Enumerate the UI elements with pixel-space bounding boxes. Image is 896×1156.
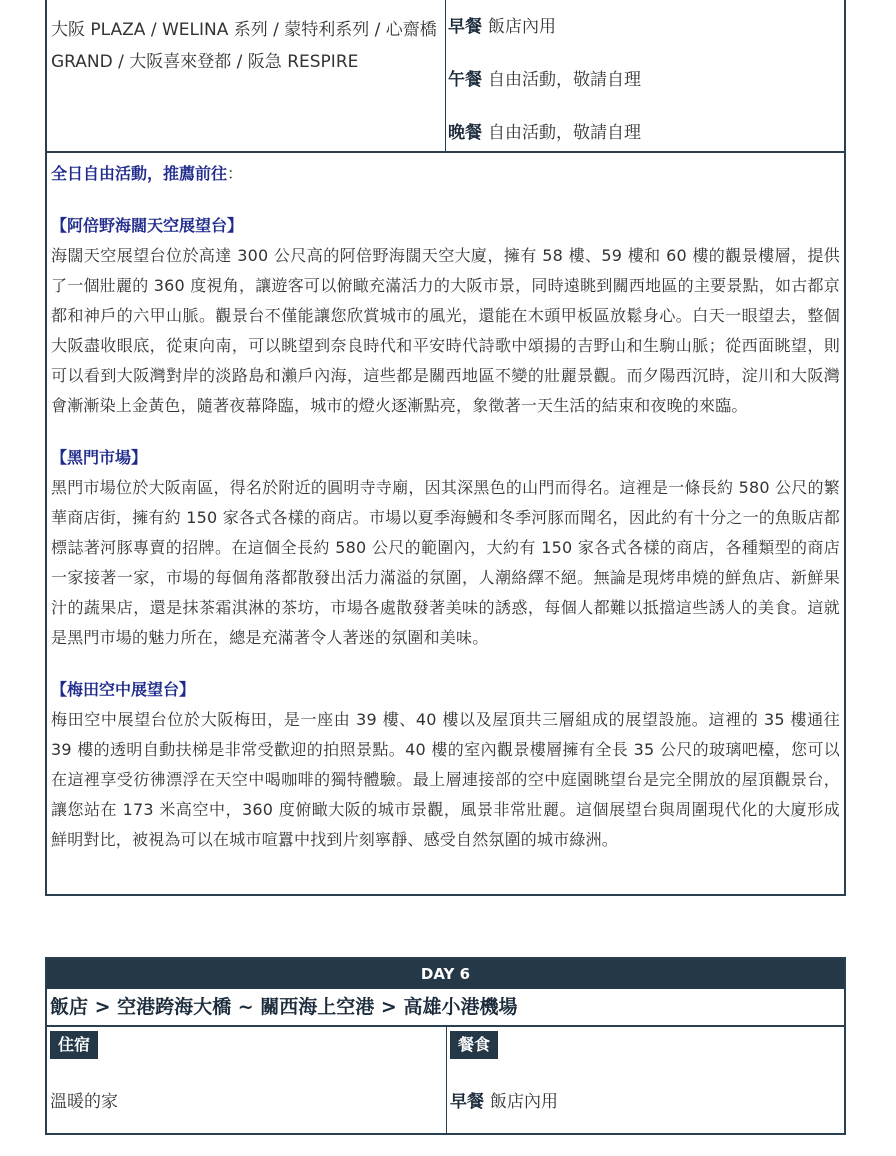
meal-value: 飯店內用 — [488, 17, 556, 37]
day-route: 飯店 > 空港跨海大橋 ~ 關西海上空港 > 高雄小港機場 — [47, 989, 844, 1027]
meal-dinner — [448, 118, 844, 171]
day5-itinerary — [47, 153, 844, 855]
day5-lodging-meals-row — [47, 0, 844, 153]
day6-details-row — [47, 1027, 844, 1135]
lodging-tag: 住宿 — [50, 1031, 98, 1059]
section-title: 【黑門市場】 — [51, 448, 148, 467]
meal-label: 早餐 — [448, 17, 482, 37]
day5-hotels: 大阪 PLAZA / WELINA 系列 / 蒙特利系列 / 心齋橋 GRAND / 大阪喜來登都 / 阪急 RESPIRE — [47, 0, 446, 151]
meal-value: 自由活動，敬請自理 — [488, 123, 641, 143]
meal-label: 早餐 — [450, 1092, 484, 1112]
lodging-column — [47, 1027, 446, 1135]
meal-label: 午餐 — [448, 70, 482, 90]
day-header: DAY 6 — [47, 959, 844, 989]
intro-text: 全日自由活動，推薦前往 — [51, 164, 228, 183]
section-text: 海闊天空展望台位於高達 300 公尺高的阿倍野海闊天空大廈，擁有 58 樓、59 樓和 60 樓的觀景樓層，提供了一個壯麗的 360 度視角，讓遊客可以俯瞰充滿活力的大阪市景，同時遠眺到關西地區的主要景點，如古都京都和神戶的六甲山脈。觀景台不僅能讓您欣賞城市的風光，還能在木頭甲板區放鬆身心。白天一眼望去，整個大阪盡收眼底，從東向南，可以眺望到奈良時代和平安時代詩歌中頌揚的吉野山和生駒山脈；從西面眺望，則可以看到大阪灣對岸的淡路島和瀨戶內海，這些都是關西地區不變的壯麗景觀。而夕陽西沉時，淀川和大阪灣會漸漸染上金黃色，隨著夜幕降臨，城市的燈火逐漸點亮，象徵著一天生活的結束和夜晚的來臨。 — [51, 246, 840, 415]
meals-column — [446, 1027, 844, 1135]
breakfast-line — [450, 1087, 844, 1112]
meal-breakfast — [448, 12, 844, 65]
section-text: 梅田空中展望台位於大阪梅田，是一座由 39 樓、40 樓以及屋頂共三層組成的展望設施。這裡的 35 樓通往 39 樓的透明自動扶梯是非常受歡迎的拍照景點。40 樓的室內觀景樓層擁有全長 35 公尺的玻璃吧檯，您可以在這裡享受彷彿漂浮在天空中喝咖啡的獨特體驗。最上層連接部的空中庭園眺望台是完全開放的屋頂觀景台，讓您站在 173 米高空中，360 度俯瞰大阪的城市景觀，風景非常壯麗。這個展望台與周圍現代化的大廈形成鮮明對比，被視為可以在城市喧囂中找到片刻寧靜、感受自然氛圍的城市綠洲。 — [51, 710, 840, 849]
intro-colon: ： — [227, 164, 244, 183]
section-title: 【梅田空中展望台】 — [51, 680, 196, 699]
section-title: 【阿倍野海闊天空展望台】 — [51, 216, 244, 235]
meal-value: 飯店內用 — [490, 1092, 558, 1112]
meal-label: 晚餐 — [448, 123, 482, 143]
day6-table — [45, 957, 846, 1135]
lodging-value: 溫暖的家 — [50, 1092, 118, 1112]
section-text: 黑門市場位於大阪南區，得名於附近的圓明寺寺廟，因其深黑色的山門而得名。這裡是一條長約 580 公尺的繁華商店街，擁有約 150 家各式各樣的商店。市場以夏季海鰻和冬季河豚而聞名，因此約有十分之一的魚販店都標誌著河豚專賣的招牌。在這個全長約 580 公尺的範圍內，大約有 150 家各式各樣的商店，各種類型的商店一家接著一家，市場的每個角落都散發出活力滿溢的氛圍，人潮絡繹不絕。無論是現烤串燒的鮮魚店、新鮮果汁的蔬果店，還是抹茶霜淇淋的茶坊，市場各處散發著美味的誘惑，每個人都難以抵擋這些誘人的美食。這就是黑門市場的魅力所在，總是充滿著令人著迷的氛圍和美味。 — [51, 478, 840, 647]
meal-lunch — [448, 65, 844, 118]
day5-meals — [446, 0, 844, 151]
day5-table — [45, 0, 846, 896]
meal-value: 自由活動，敬請自理 — [488, 70, 641, 90]
meals-tag: 餐食 — [450, 1031, 498, 1059]
